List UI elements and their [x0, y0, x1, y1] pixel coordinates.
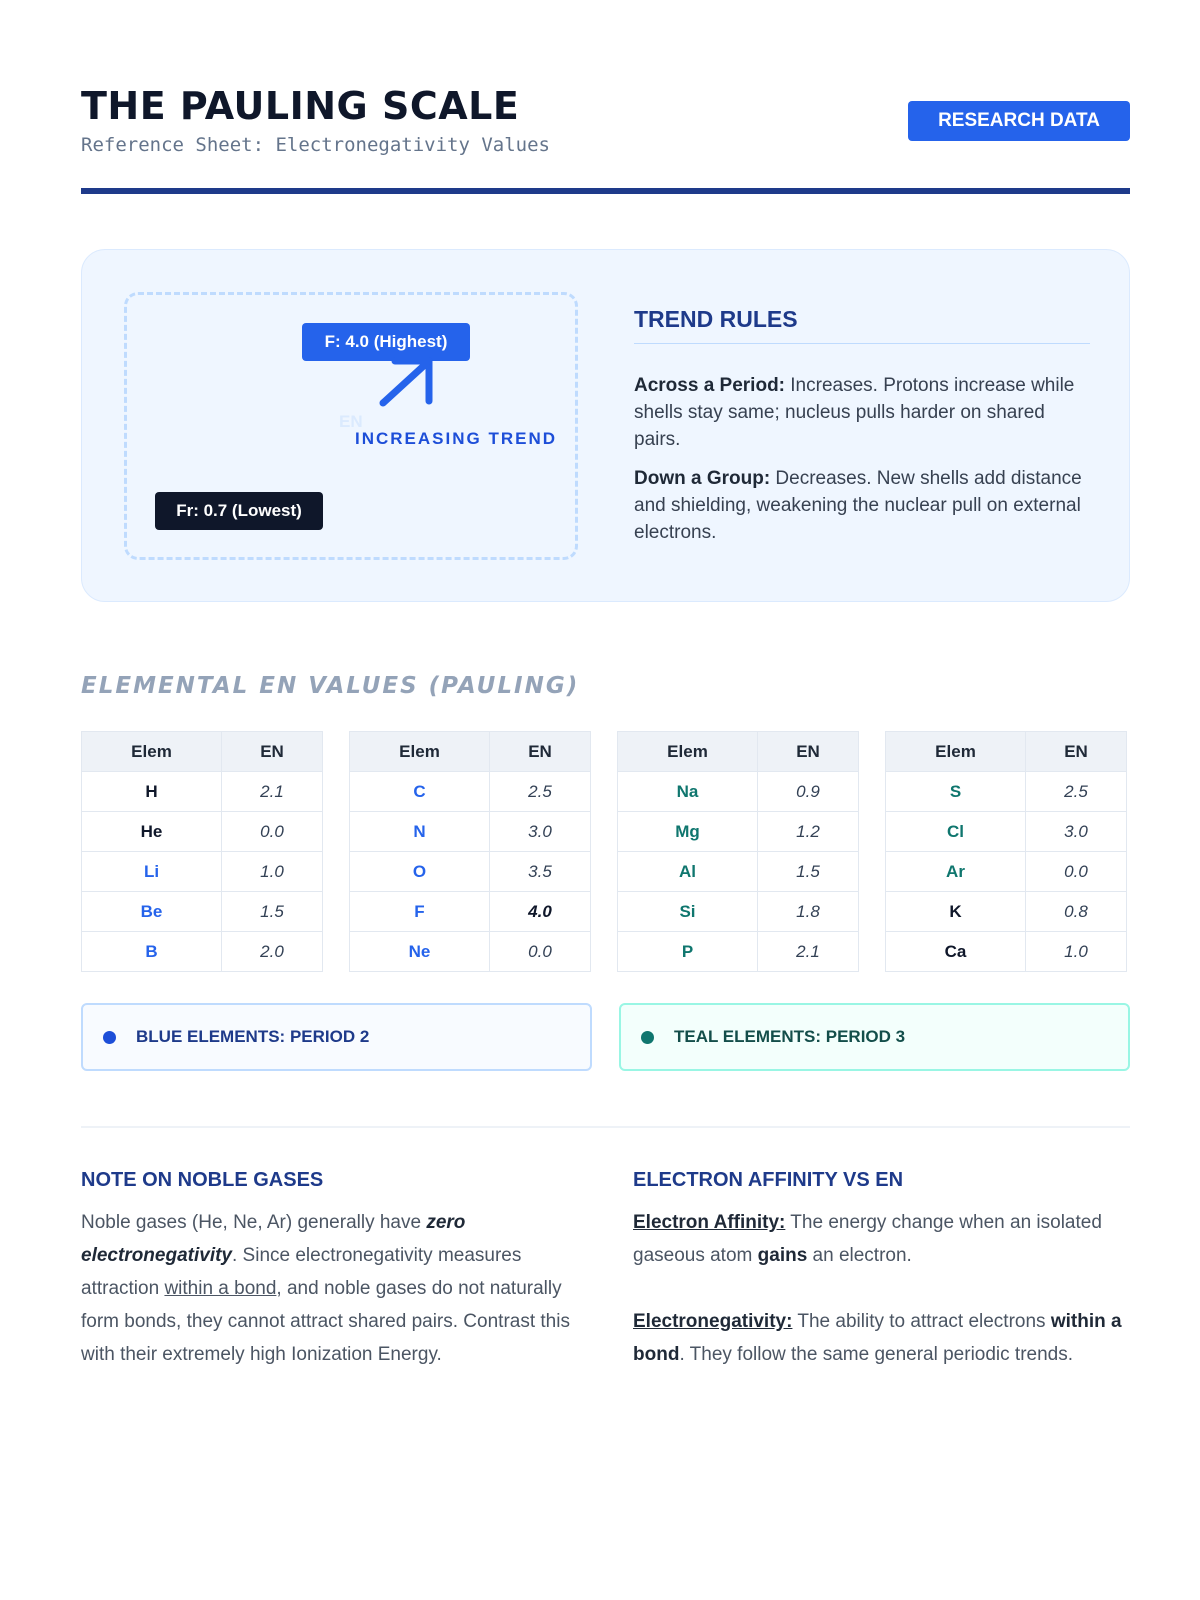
table-row	[618, 852, 859, 892]
legend-period-3	[619, 1003, 1130, 1071]
table-row	[618, 772, 859, 812]
table-row	[618, 812, 859, 852]
element-symbol: Li	[82, 852, 222, 892]
en-value: 2.5	[490, 772, 591, 812]
ea-gains: gains	[757, 1245, 808, 1266]
en-value: 0.9	[758, 772, 859, 812]
affinity-title: ELECTRON AFFINITY VS EN	[633, 1169, 904, 1191]
page-title: THE PAULING SCALE	[81, 84, 520, 128]
column-header-en: EN	[222, 732, 323, 772]
element-symbol: Ne	[350, 932, 490, 972]
period-rule	[634, 372, 1090, 453]
legend-period-2	[81, 1003, 592, 1071]
table-row	[350, 772, 591, 812]
table-row	[886, 772, 1127, 812]
noble-zero-en: zero electronegativity	[81, 1212, 466, 1266]
en-value: 2.5	[1026, 772, 1127, 812]
table-row	[82, 852, 323, 892]
page-header	[81, 82, 1130, 156]
element-symbol: C	[350, 772, 490, 812]
en-value: 2.1	[758, 932, 859, 972]
en-within-bond: within a bond	[633, 1311, 1122, 1365]
affinity-note	[633, 1169, 1138, 1371]
group-rule-text: Decreases. New shells add distance and shielding, weakening the nuclear pull on external electrons.	[634, 468, 1082, 543]
en-value: 0.0	[1026, 852, 1127, 892]
table-row	[886, 852, 1127, 892]
period-rule-label: Across a Period:	[634, 375, 785, 396]
legend-period-3-label: TEAL ELEMENTS: PERIOD 3	[674, 1027, 906, 1046]
element-symbol: S	[886, 772, 1026, 812]
element-symbol: K	[886, 892, 1026, 932]
element-symbol: P	[618, 932, 758, 972]
en-value: 2.1	[222, 772, 323, 812]
table-header-row	[886, 732, 1127, 772]
en-value: 1.8	[758, 892, 859, 932]
en-value: 2.0	[222, 932, 323, 972]
en-text-1: The ability to attract electrons	[792, 1311, 1051, 1332]
element-symbol: Be	[82, 892, 222, 932]
ea-text-1: The energy change when an isolated gaseous atom	[633, 1212, 1102, 1266]
table-row	[350, 932, 591, 972]
noble-text-2: . Since electronegativity measures attraction	[81, 1245, 522, 1299]
table-row	[82, 892, 323, 932]
column-header-en: EN	[758, 732, 859, 772]
arrow-up-right-icon	[377, 357, 441, 407]
table-header-row	[82, 732, 323, 772]
element-symbol: F	[350, 892, 490, 932]
en-value: 3.0	[1026, 812, 1127, 852]
trend-rules-title: TREND RULES	[634, 306, 1090, 344]
element-symbol: Si	[618, 892, 758, 932]
group-rule-label: Down a Group:	[634, 468, 771, 489]
noble-text-1: Noble gases (He, Ne, Ar) generally have	[81, 1212, 427, 1233]
en-values-tables	[81, 731, 1130, 974]
en-value: 3.0	[490, 812, 591, 852]
element-symbol: He	[82, 812, 222, 852]
period-rule-text: Increases. Protons increase while shells stay same; nucleus pulls harder on shared pairs.	[634, 375, 1075, 450]
element-symbol: Al	[618, 852, 758, 892]
column-header-elem: Elem	[82, 732, 222, 772]
en-value: 0.0	[222, 812, 323, 852]
element-symbol: H	[82, 772, 222, 812]
trend-card	[81, 249, 1130, 602]
noble-gases-title: NOTE ON NOBLE GASES	[81, 1169, 324, 1191]
en-value: 4.0	[490, 892, 591, 932]
en-values-section-title: ELEMENTAL EN VALUES (PAULING)	[81, 673, 580, 699]
en-text-2: . They follow the same general periodic trends.	[679, 1344, 1074, 1365]
table-row	[618, 932, 859, 972]
en-value: 0.0	[490, 932, 591, 972]
en-table	[885, 731, 1127, 972]
section-divider	[81, 1126, 1130, 1128]
increasing-trend-label: INCREASING TREND	[355, 429, 558, 448]
en-value: 1.5	[222, 892, 323, 932]
noble-within-bond: within a bond	[164, 1278, 277, 1299]
table-row	[886, 932, 1127, 972]
table-row	[82, 932, 323, 972]
noble-gases-note	[81, 1169, 586, 1371]
en-table	[81, 731, 323, 972]
page-subtitle: Reference Sheet: Electronegativity Values	[81, 134, 550, 156]
lowest-en-tag: Fr: 0.7 (Lowest)	[155, 492, 323, 530]
element-symbol: B	[82, 932, 222, 972]
en-value: 1.0	[222, 852, 323, 892]
noble-text-3: , and noble gases do not naturally form bonds, they cannot attract shared pairs. Contrast this with their extremely high Ionization Energy.	[81, 1278, 570, 1365]
table-row	[350, 852, 591, 892]
ea-text-2: an electron.	[807, 1245, 912, 1266]
legend-period-2-label: BLUE ELEMENTS: PERIOD 2	[136, 1027, 370, 1046]
table-row	[618, 892, 859, 932]
table-row	[886, 812, 1127, 852]
column-header-elem: Elem	[350, 732, 490, 772]
en-table	[617, 731, 859, 972]
column-header-elem: Elem	[886, 732, 1026, 772]
en-value: 1.0	[1026, 932, 1127, 972]
table-row	[350, 812, 591, 852]
blue-dot-icon	[103, 1031, 116, 1044]
en-value: 1.5	[758, 852, 859, 892]
table-header-row	[618, 732, 859, 772]
column-header-elem: Elem	[618, 732, 758, 772]
en-value: 3.5	[490, 852, 591, 892]
research-data-badge: RESEARCH DATA	[908, 101, 1130, 141]
table-header-row	[350, 732, 591, 772]
element-symbol: Mg	[618, 812, 758, 852]
element-symbol: Na	[618, 772, 758, 812]
noble-gases-body	[81, 1206, 586, 1371]
trend-diagram	[124, 292, 578, 560]
element-symbol: N	[350, 812, 490, 852]
table-row	[350, 892, 591, 932]
en-value: 0.8	[1026, 892, 1127, 932]
table-row	[82, 812, 323, 852]
electron-affinity-label: Electron Affinity:	[633, 1212, 786, 1233]
electronegativity-label: Electronegativity:	[633, 1311, 793, 1332]
column-header-en: EN	[1026, 732, 1127, 772]
en-value: 1.2	[758, 812, 859, 852]
table-row	[886, 892, 1127, 932]
element-symbol: O	[350, 852, 490, 892]
table-row	[82, 772, 323, 812]
column-header-en: EN	[490, 732, 591, 772]
element-symbol: Ca	[886, 932, 1026, 972]
en-table	[349, 731, 591, 972]
element-symbol: Cl	[886, 812, 1026, 852]
affinity-body	[633, 1206, 1138, 1371]
teal-dot-icon	[641, 1031, 654, 1044]
en-axis-ghost: EN	[339, 412, 363, 431]
group-rule	[634, 465, 1090, 546]
element-symbol: Ar	[886, 852, 1026, 892]
trend-rules	[634, 306, 1090, 546]
header-rule	[81, 188, 1130, 194]
highest-en-tag: F: 4.0 (Highest)	[302, 323, 470, 361]
